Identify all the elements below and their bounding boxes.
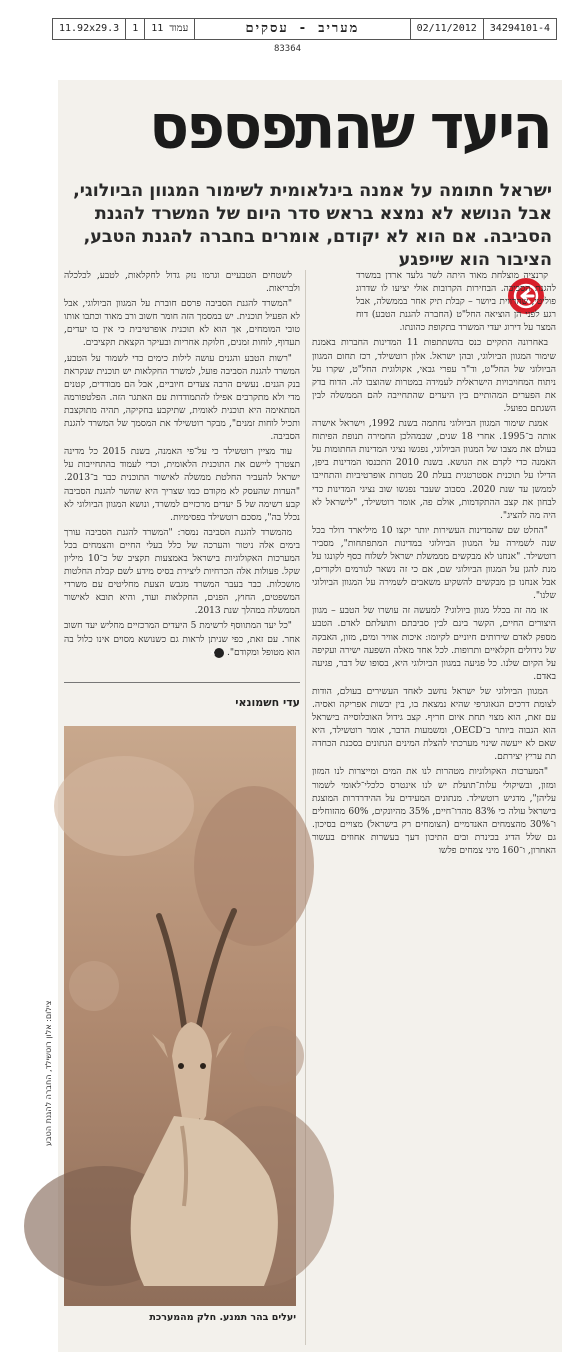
byline-divider	[64, 682, 300, 683]
clipping-header	[52, 18, 557, 40]
end-mark-icon: ×	[214, 648, 224, 658]
paragraph: אמנת שימור המגוון הביולוגי נחתמה בשנת 1992, וישראל אישרה אותה ב־1995. אחרי 18 שנים, שבמהלכן החמירה תנופת הפיתוח בעולם את מצבו של המגוון הביולוגי, נפגשו נציגי המדינות החתומות על האמנה כדי לקדם את הנושא. בשנת 2010 התכנסו המדינות ביפן, הדילו על תוכנית אסטרטגית בעלת 20 מטרות אופרטיביות והתחייבו לממשן עד שנת 2020. בסבוב שעבר נפגשו שוב נציגי המדינות כדי לבחון את קצב ההתקדמות, אולם פה, אומר רוטשילד, "לישראל לא היה מה להציג".	[312, 419, 557, 521]
paragraph: "החלט שם שהמדינות העשירות יותר יקצו 10 מיליארד דולר בכל שנה לשמירה על המגוון הביולוגי במדינות המתפתחות", מסביר רוטשילד. "אנחנו לא מבקשים מממשלת ישראל לשלוח כסף לקונגו על מנת להגן על המגוון הביולוגי שם, אם כי זה נשאר לגורמים ולקורים, אבל אנחנו כן מבקשים להשקיע משאבים לשמירה על המגוון הביולוגי שלנו".	[312, 525, 556, 602]
header-page: עמוד 11	[144, 19, 194, 39]
photo-caption: יעלים בהר תמנע. חלק מהמערכת	[149, 1312, 296, 1323]
article-subhead: ישראל חתומה על אמנה בינלאומית לשימור המגוון הביולוגי, אבל הנושא לא נמצא בראש סדר היום של המשרד להגנת הסביבה. אם הוא לא יקודם, אומרים בחברה להגנת הטבע, הציבור הוא שייפגע	[73, 181, 552, 270]
paragraph-text: "כל יעד המתווסף לרשימת 5 היעדים המרכזיים מחליש יעד חשוב אחר. עם זאת, כפי שניתן לראות גם כשנושא מסוים אינו כלול בה הוא מטופל ומקודם".	[64, 621, 300, 658]
paragraph	[64, 620, 300, 659]
paragraph: "המערכות האקולוגיות מטהרות לנו את המים ומייצרות לנו המזון ומזון, ובשיקולי עלות־תועלת יש לנו אינטרס כלכלי־לאומי לשמור עליהן", מדגיש רוטשילד. מנתונים המעידים על ההידרדרות המוצגת בישראל עולה כי 83% מהדו־חיים, 35% מהיונקים, 60% מהזוחלים ו־30% מהצמחים האנדמיים (הצומחים רק בישראל) מצויים בסיכון. גם שלל הדיג בכינרת ובים התיכון דעך בעשרות אחוזים בעשור האחרון, ו־160 מיני צמחים פלשו	[312, 767, 557, 857]
paragraph: עוד מציין רוטשילד כי על־פי האמנה, בשנת 2015 כל מדינה תצטרך ליישם את התוכנית הלאומית, וכדי לעמוד בהתחייבות על ישראל להעביר החלטת ממשלה לאישור התוכנית כבר ב־2013. "העדות שהעסק לא מקודם כמו שצריך היא שהשר להגנת הסביבה קבע רשימה של 5 יעדים מרכזיים למשרד, ונושא המגוון הביולוגי לא נכלל בה", מסכם רוטשילד בפסימיות.	[64, 447, 300, 523]
paragraph: לשטחים הטבעיים וגרמו נזק גדול לחקלאות, לטבע, לכלכלה ולבריאות.	[64, 271, 300, 295]
header-code: 34294101-4	[483, 19, 556, 39]
paragraph: קרנציה מוצלחת מאוד היתה לשר גלעד ארדן במשרד להגנת הסביבה. הבחירות הקרובות אולי יציעו לו שדרוג פוליטי, שהרווית ביושר – קבלת תיק אחר בממשלה, אבל רגע לפני הן הוציאה החל"ט (החברה להגנת הטבע) דוח המצר על דירוג יעדי המשרד בתקופת כהונתו.	[356, 271, 556, 334]
article-column-right	[312, 270, 556, 1350]
paragraph: אז מה זה בכלל מגוון ביולוגי? למעשה זה עושרו של הטבע – מגוון היצורים החיים, הקשר בינם לבין סביבתם ותועלתם לאדם. הטבע מספק לאדם שירותים חיוניים לקיומו: איכות אוויר ומים, מזון, האבקה של גידולים חקלאיים ותרופות. לכל אחד מאלה השפעה ישירה ועקיפה על הקיום שלנו. כל פגיעה במגוון הביולוגי היא, בסופו של דבר, פגיעה באדם.	[312, 606, 556, 682]
article-clipping	[44, 80, 562, 1352]
paragraph: מהמשרד להגנת הסביבה נמסר: "המשרד להגנת הסביבה עורך בימים אלה ניטור והערכה של כלל בעלי החיים והצמחים בכל המערכות האקולוגיות בישראל באמצעות תקציב של כ־10 מיליון שקל. פעולות אלה הכרחיות ליצירת בסיס מידע לשם קבלת החלטות מושכלות. כבר בעבר המשרד מגבש הצעת מחליטים עם משרדי המשפטים, החוץ, הפנים, החקלאות ועוד, והיא תובא לאישור הממשלה במהלך שנת 2013.	[64, 527, 300, 617]
paragraph: באחרונה התקיים כנס בהשתתפות 11 המדינות החברות באמנת שימור המגוון הביולוגי, ובהן ישראל. אלון רוטשילד, רכז תחום המגוון הביולוגי של החל"ט, וד"ר עפרי גבאי, אקולוגית החל"ט, שקרו על ניתוח המחויבויות הישראלית לעמידה במטרות שהוצבו לה. הדוח בדק את הפערים המהותיים בין היעדים שהתחייבה להם הממשלה לבין השגתם בפועל.	[312, 338, 556, 414]
article-column-left	[64, 270, 300, 678]
byline: עדי חשמונאי	[235, 696, 300, 709]
photo-credit: צילום: אלון רוטשילד, החברה להגנת הטבע	[44, 1000, 53, 1146]
paragraph: המגוון הביולוגי של ישראל נחשב לאחד העשירים בעולם, הודות לצומת דרכים הגאוגרפי שהיא נמצאת בו, בין יבשות אפריקה ואסיה. עם זאת, הוא מצוי תחת איום חריף. קצב גידול האוכלוסייה בישראל הוא הגבוה ביותר ב־OECD, ומשמעות הדבר, אומר רוטשילד, היא שאם לא ייעשה שינוי מערכתי להצלת המינים הנתונים בסכנת הכחדה תת עריץ יצירתם.	[312, 686, 556, 763]
clip-id: 83364	[273, 44, 302, 54]
header-size: 11.92x29.3	[59, 23, 120, 34]
paragraph: "רשות הטבע והגנים עושה לילות כימים כדי לשמור על הטבע, המשרד להגנת הסביבה פועל, למשרד החקלאות יש תוכנית שנקראת בנק הגנים. נעשים הרבה צעדים חיוביים, אבל הם מבודדים, קטנים מדי ולא מתקרבים אפילו להתמודדות עם האתגר הזה. הפלטפורמה המתאימה היא תוכנית לאומית, שתיקבע בחקיקה, תהיה מתוקצבת ותכיל לוחות זמנים", מבקר רוטשילד את המסמך של המשרד להגנת הסביבה.	[64, 353, 300, 443]
paragraph: "המשרד להגנת הסביבה פרסם חוברת על המגוון הביולוגי, אבל לא הפעיל תוכנית. יש במסמך הזה חומר חשוב ורב מאוד וכתבו אותו טובי המומחים, אך הוא לא תוכנית אופרטיבית כי אין בו יעדים, תעדוף, לוחות זמנים, חלוקת אחריות ובעיקר הקצאת תקציבים.	[64, 299, 300, 349]
article-headline: היעד שהתפספס	[149, 90, 550, 163]
ibex-photo	[64, 726, 296, 1306]
header-publication: מעריב - עסקים	[194, 19, 409, 39]
header-page-number: 1	[125, 19, 144, 39]
header-date: 02/11/2012	[410, 19, 483, 39]
